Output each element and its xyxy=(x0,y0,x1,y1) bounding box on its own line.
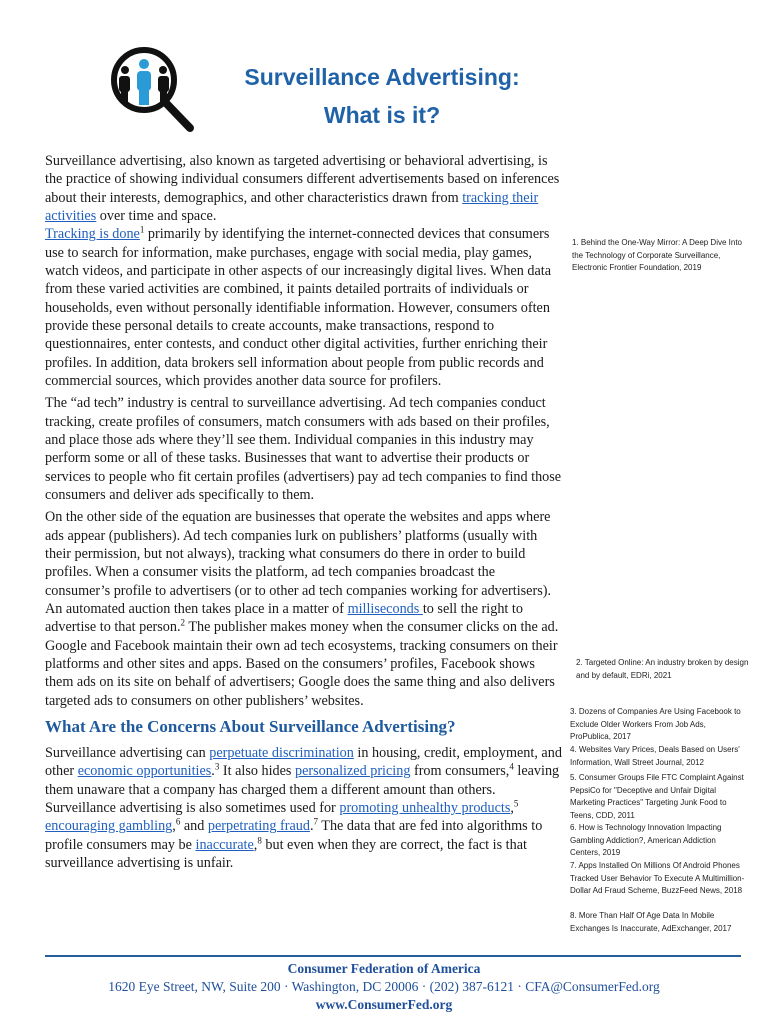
text-run: and xyxy=(180,818,208,835)
footer-divider xyxy=(45,955,741,957)
text-run: It also hides xyxy=(219,763,295,780)
footer xyxy=(0,960,768,1014)
text-run: The data that are fed into algorithms to profile consumers may be xyxy=(45,818,543,853)
text-run: Surveillance advertising, also known as targeted advertising or behavioral advertising, is the practice of showing individual consumers different advertisements based on inferences about their interests, demographics, and other characteristics drawn from xyxy=(45,153,560,206)
paragraph xyxy=(45,394,563,504)
inline-link[interactable]: tracking their activities xyxy=(45,189,539,225)
text-run: leaving them unaware that a company has charged them a different amount than others. Surveillance advertising is also sometimes used for xyxy=(45,763,560,817)
article-body xyxy=(45,152,563,876)
inline-link[interactable]: Tracking is done xyxy=(45,226,140,243)
text-run: . xyxy=(309,818,314,835)
page-title xyxy=(222,58,542,134)
inline-link[interactable]: perpetrating fraud xyxy=(207,818,310,835)
footnote: 4. Websites Vary Prices, Deals Based on Users' Information, Wall Street Journal, 2012 xyxy=(570,745,740,767)
footnote: 3. Dozens of Companies Are Using Facebook to Exclude Older Workers From Job Ads, ProPublica, 2017 xyxy=(570,707,741,742)
magnifier-people-icon xyxy=(108,44,198,136)
text-run: over time and space. xyxy=(96,208,217,225)
inline-link[interactable]: milliseconds xyxy=(347,601,423,618)
inline-link[interactable]: encouraging gambling xyxy=(45,818,173,835)
text-run: Surveillance advertising can xyxy=(45,745,210,762)
text-run: . xyxy=(211,763,215,780)
footnote-ref: 7 xyxy=(313,816,318,827)
footnote: 7. Apps Installed On Millions Of Android Phones Tracked User Behavior To Execute A Multimillion-Dollar Ad Fraud Scheme, BuzzFeed News, 2018 xyxy=(570,861,745,896)
paragraph xyxy=(45,225,563,390)
footnote-ref: 4 xyxy=(509,761,514,772)
text-run: from consumers, xyxy=(410,763,510,780)
text-run: The publisher makes money when the consumer clicks on the ad. Google and Facebook maintain their own ad tech ecosystems, tracking consumers on their platforms and other sites and apps. Based on the consumers’ profiles, Facebook shows them ads on its site on behalf of advertisers; Google does the same thing and also delivers targeted ads to consumers on other publishers’ websites. xyxy=(45,619,559,709)
footnote: 1. Behind the One-Way Mirror: A Deep Dive Into the Technology of Corporate Surveillance, Electronic Frontier Foundation, 2019 xyxy=(572,238,743,273)
footnote: 8. More Than Half Of Age Data In Mobile Exchanges Is Inaccurate, AdExchanger, 2017 xyxy=(570,911,732,933)
footnote-ref: 3 xyxy=(214,761,220,772)
inline-link[interactable]: personalized pricing xyxy=(294,763,411,780)
section-heading: What Are the Concerns About Surveillance Advertising? xyxy=(45,717,456,737)
footer-address: 1620 Eye Street, NW, Suite 200 · Washington, DC 20006 · (202) 387-6121 · CFA@ConsumerFed.org xyxy=(108,979,660,994)
footnote: 6. How is Technology Innovation Impacting Gambling Addiction?, American Addiction Centers, 2019 xyxy=(570,823,722,858)
footnote: 2. Targeted Online: An industry broken by design and by default, EDRi, 2021 xyxy=(576,658,749,680)
text-run: in housing, credit, employment, and other xyxy=(45,745,562,780)
text-run: but even when they are correct, the fact is that surveillance advertising is unfair. xyxy=(45,836,527,872)
inline-link[interactable]: economic opportunities xyxy=(77,763,212,780)
text-run: , xyxy=(172,818,176,835)
text-run: , xyxy=(510,800,514,817)
footer-website[interactable]: www.ConsumerFed.org xyxy=(315,997,453,1012)
text-run: primarily by identifying the internet-connected devices that consumers use to search for information, make purchases, engage with social media, play games, watch videos, and participate in other aspects of our increasingly digital lives. When data from these varied activities are combined, it paints detailed portraits of individuals or households, even without personally identifiable information. However, consumers often provide these personal details to create accounts, make transactions, respond to questionnaires, enter contests, and conduct other digital activities, further enriching their profiles. In addition, data brokers sell information about people from public records and commercial sources, which provides another data source for profilers. xyxy=(45,226,551,390)
footnote-ref: 5 xyxy=(513,798,519,809)
title-line-2: What is it? xyxy=(323,102,441,128)
paragraph xyxy=(45,508,563,710)
inline-link[interactable]: perpetuate discrimination xyxy=(209,745,354,762)
footnote: 5. Consumer Groups File FTC Complaint Against PepsiCo for "Deceptive and Unfair Digital Marketing Practices" Targeting Junk Food to Teens, CDD, 2011 xyxy=(570,773,744,820)
title-line-1: Surveillance Advertising: xyxy=(244,64,520,90)
text-run: , xyxy=(253,836,258,853)
footnote-ref: 2 xyxy=(180,617,186,628)
text-run: On the other side of the equation are businesses that operate the websites and apps where ads appear (publishers). Ad tech companies lurk on publishers’ platforms (usually with their permission, but not always), tracking what consumers do there in order to build profiles. When a consumer visits the platform, ad tech companies broadcast the consumer’s profile to advertisers (or to other ad tech companies working for advertisers). An automated auction then takes place in a matter of xyxy=(45,509,551,618)
footer-org: Consumer Federation of America xyxy=(287,961,481,976)
text-run: to sell the right to advertise to that person. xyxy=(45,601,523,636)
concerns-paragraph xyxy=(45,744,563,872)
footnote-ref: 6 xyxy=(175,816,181,827)
footnote-ref: 8 xyxy=(257,835,262,846)
inline-link[interactable]: inaccurate xyxy=(195,836,254,853)
inline-link[interactable]: promoting unhealthy products xyxy=(339,800,511,817)
paragraph xyxy=(45,152,563,225)
footnote-ref: 1 xyxy=(139,224,145,235)
text-run: The “ad tech” industry is central to surveillance advertising. Ad tech companies conduct tracking, create profiles of consumers, match consumers with ads based on their profiles, and place those ads where they’ll see them. Individual companies in this industry may perform some or all of these tasks. Businesses that want to advertise their products or services to people who fit certain profiles (advertisers) pay ad tech companies to find those consumers and deliver ads specifically to them. xyxy=(45,395,562,504)
